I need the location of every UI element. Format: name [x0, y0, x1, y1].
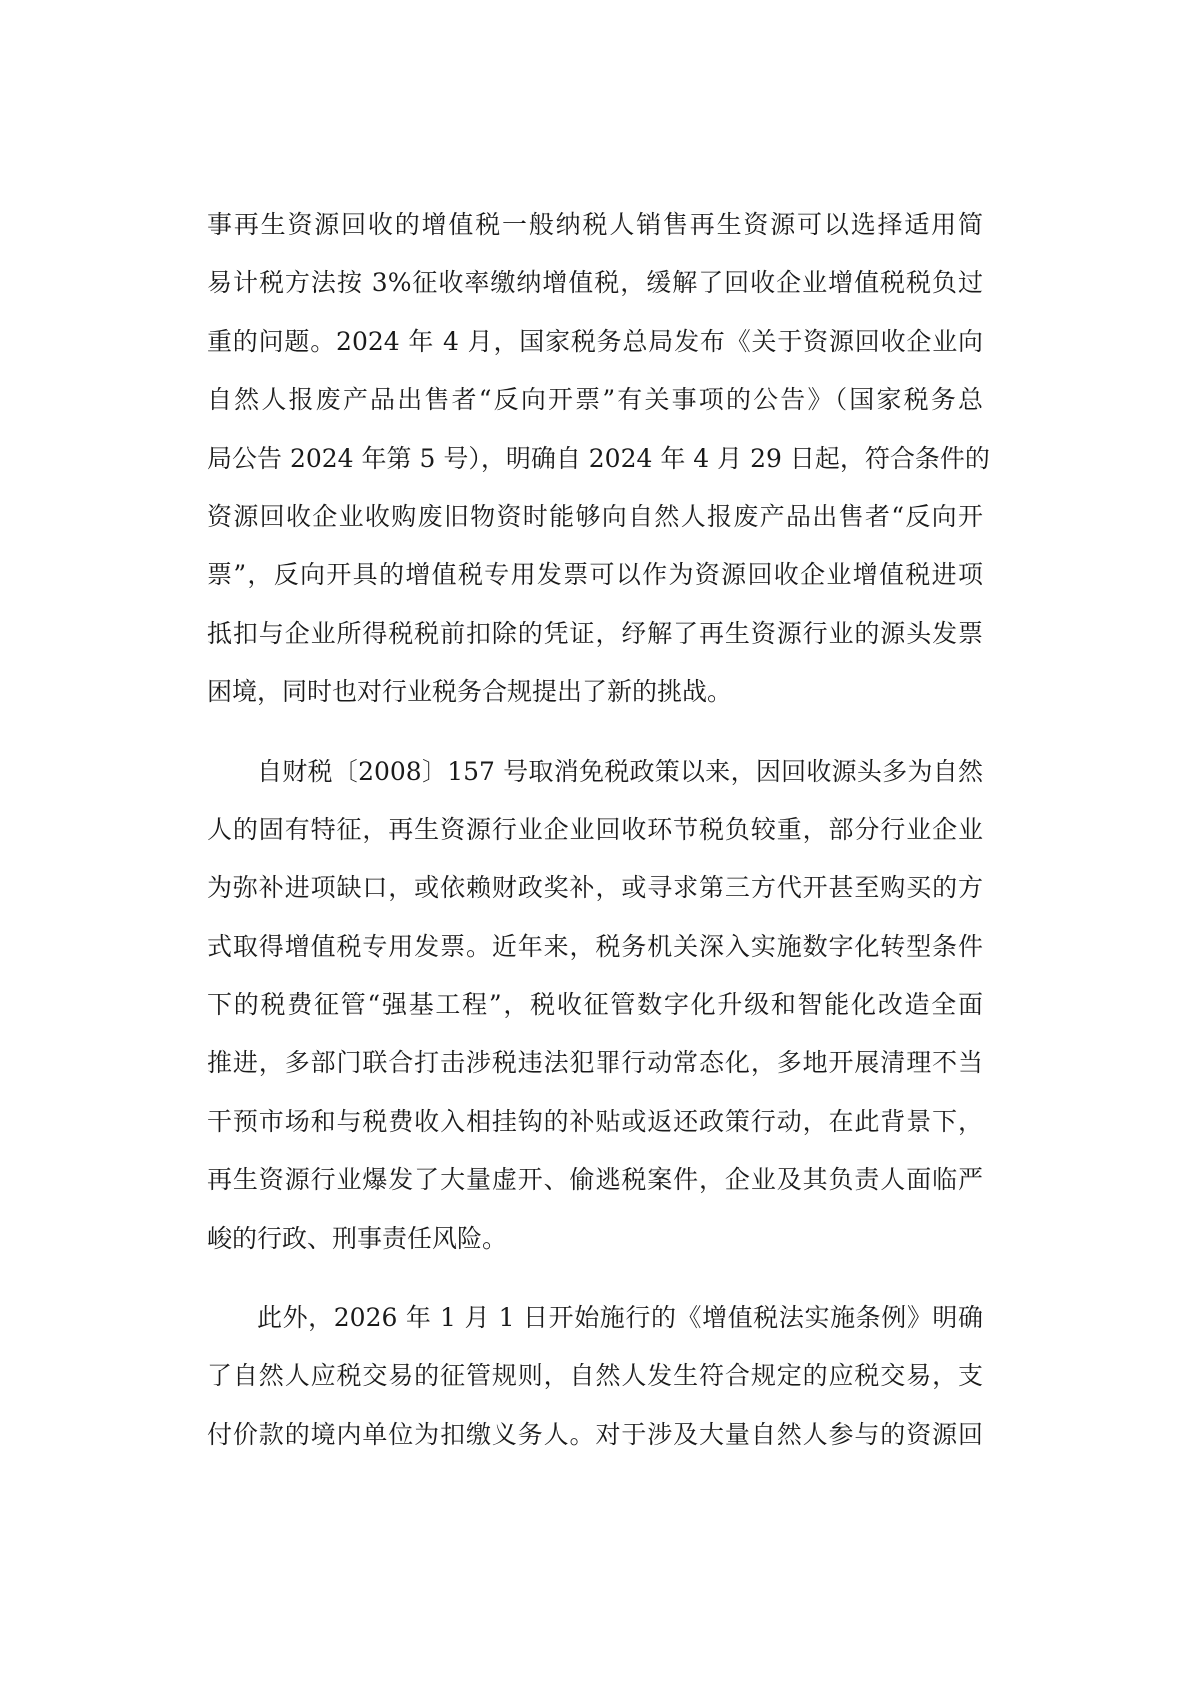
text-line: 干预市场和与税费收入相挂钩的补贴或返还政策行动，在此背景下， — [207, 1106, 983, 1136]
text-line: 推进，多部门联合打击涉税违法犯罪行动常态化，多地开展清理不当 — [207, 1048, 983, 1078]
text-line: 抵扣与企业所得税税前扣除的凭证，纾解了再生资源行业的源头发票 — [207, 618, 983, 648]
text-line: 自然人报废产品出售者“反向开票”有关事项的公告》（国家税务总 — [207, 385, 983, 415]
text-line: 了自然人应税交易的征管规则，自然人发生符合规定的应税交易，支 — [207, 1361, 983, 1391]
paragraph-spacing — [207, 722, 983, 743]
paragraph-1 — [207, 196, 990, 722]
text-line: 资源回收企业收购废旧物资时能够向自然人报废产品出售者“反向开 — [207, 501, 983, 531]
text-line: 困境，同时也对行业税务合规提出了新的挑战。 — [207, 677, 733, 707]
text-line: 式取得增值税专用发票。近年来，税务机关深入实施数字化转型条件 — [207, 931, 983, 961]
paragraph-spacing — [207, 1268, 983, 1289]
text-line: 此外，2026 年 1 月 1 日开始施行的《增值税法实施条例》明确 — [257, 1303, 983, 1333]
text-line: 重的问题。2024 年 4 月，国家税务总局发布《关于资源回收企业向 — [207, 326, 983, 356]
text-line: 易计税方法按 3%征收率缴纳增值税，缓解了回收企业增值税税负过 — [207, 268, 983, 298]
text-line: 下的税费征管“强基工程”，税收征管数字化升级和智能化改造全面 — [207, 990, 983, 1020]
text-line: 付价款的境内单位为扣缴义务人。对于涉及大量自然人参与的资源回 — [207, 1419, 983, 1449]
text-line: 为弥补进项缺口，或依赖财政奖补，或寻求第三方代开甚至购买的方 — [207, 873, 983, 903]
text-line: 局公告 2024 年第 5 号），明确自 2024 年 4 月 29 日起，符合条件的 — [207, 443, 990, 473]
text-line: 事再生资源回收的增值税一般纳税人销售再生资源可以选择适用简 — [207, 210, 983, 239]
text-line: 自财税〔2008〕157 号取消免税政策以来，因回收源头多为自然 — [257, 756, 983, 786]
document-body — [207, 196, 990, 1464]
paragraph-2 — [207, 743, 983, 1269]
text-line: 票”，反向开具的增值税专用发票可以作为资源回收企业增值税进项 — [207, 560, 983, 590]
paragraph-3 — [207, 1289, 983, 1464]
text-line: 再生资源行业爆发了大量虚开、偷逃税案件，企业及其负责人面临严 — [207, 1165, 983, 1195]
text-line: 峻的行政、刑事责任风险。 — [207, 1223, 508, 1253]
text-line: 人的固有特征，再生资源行业企业回收环节税负较重，部分行业企业 — [207, 814, 983, 844]
